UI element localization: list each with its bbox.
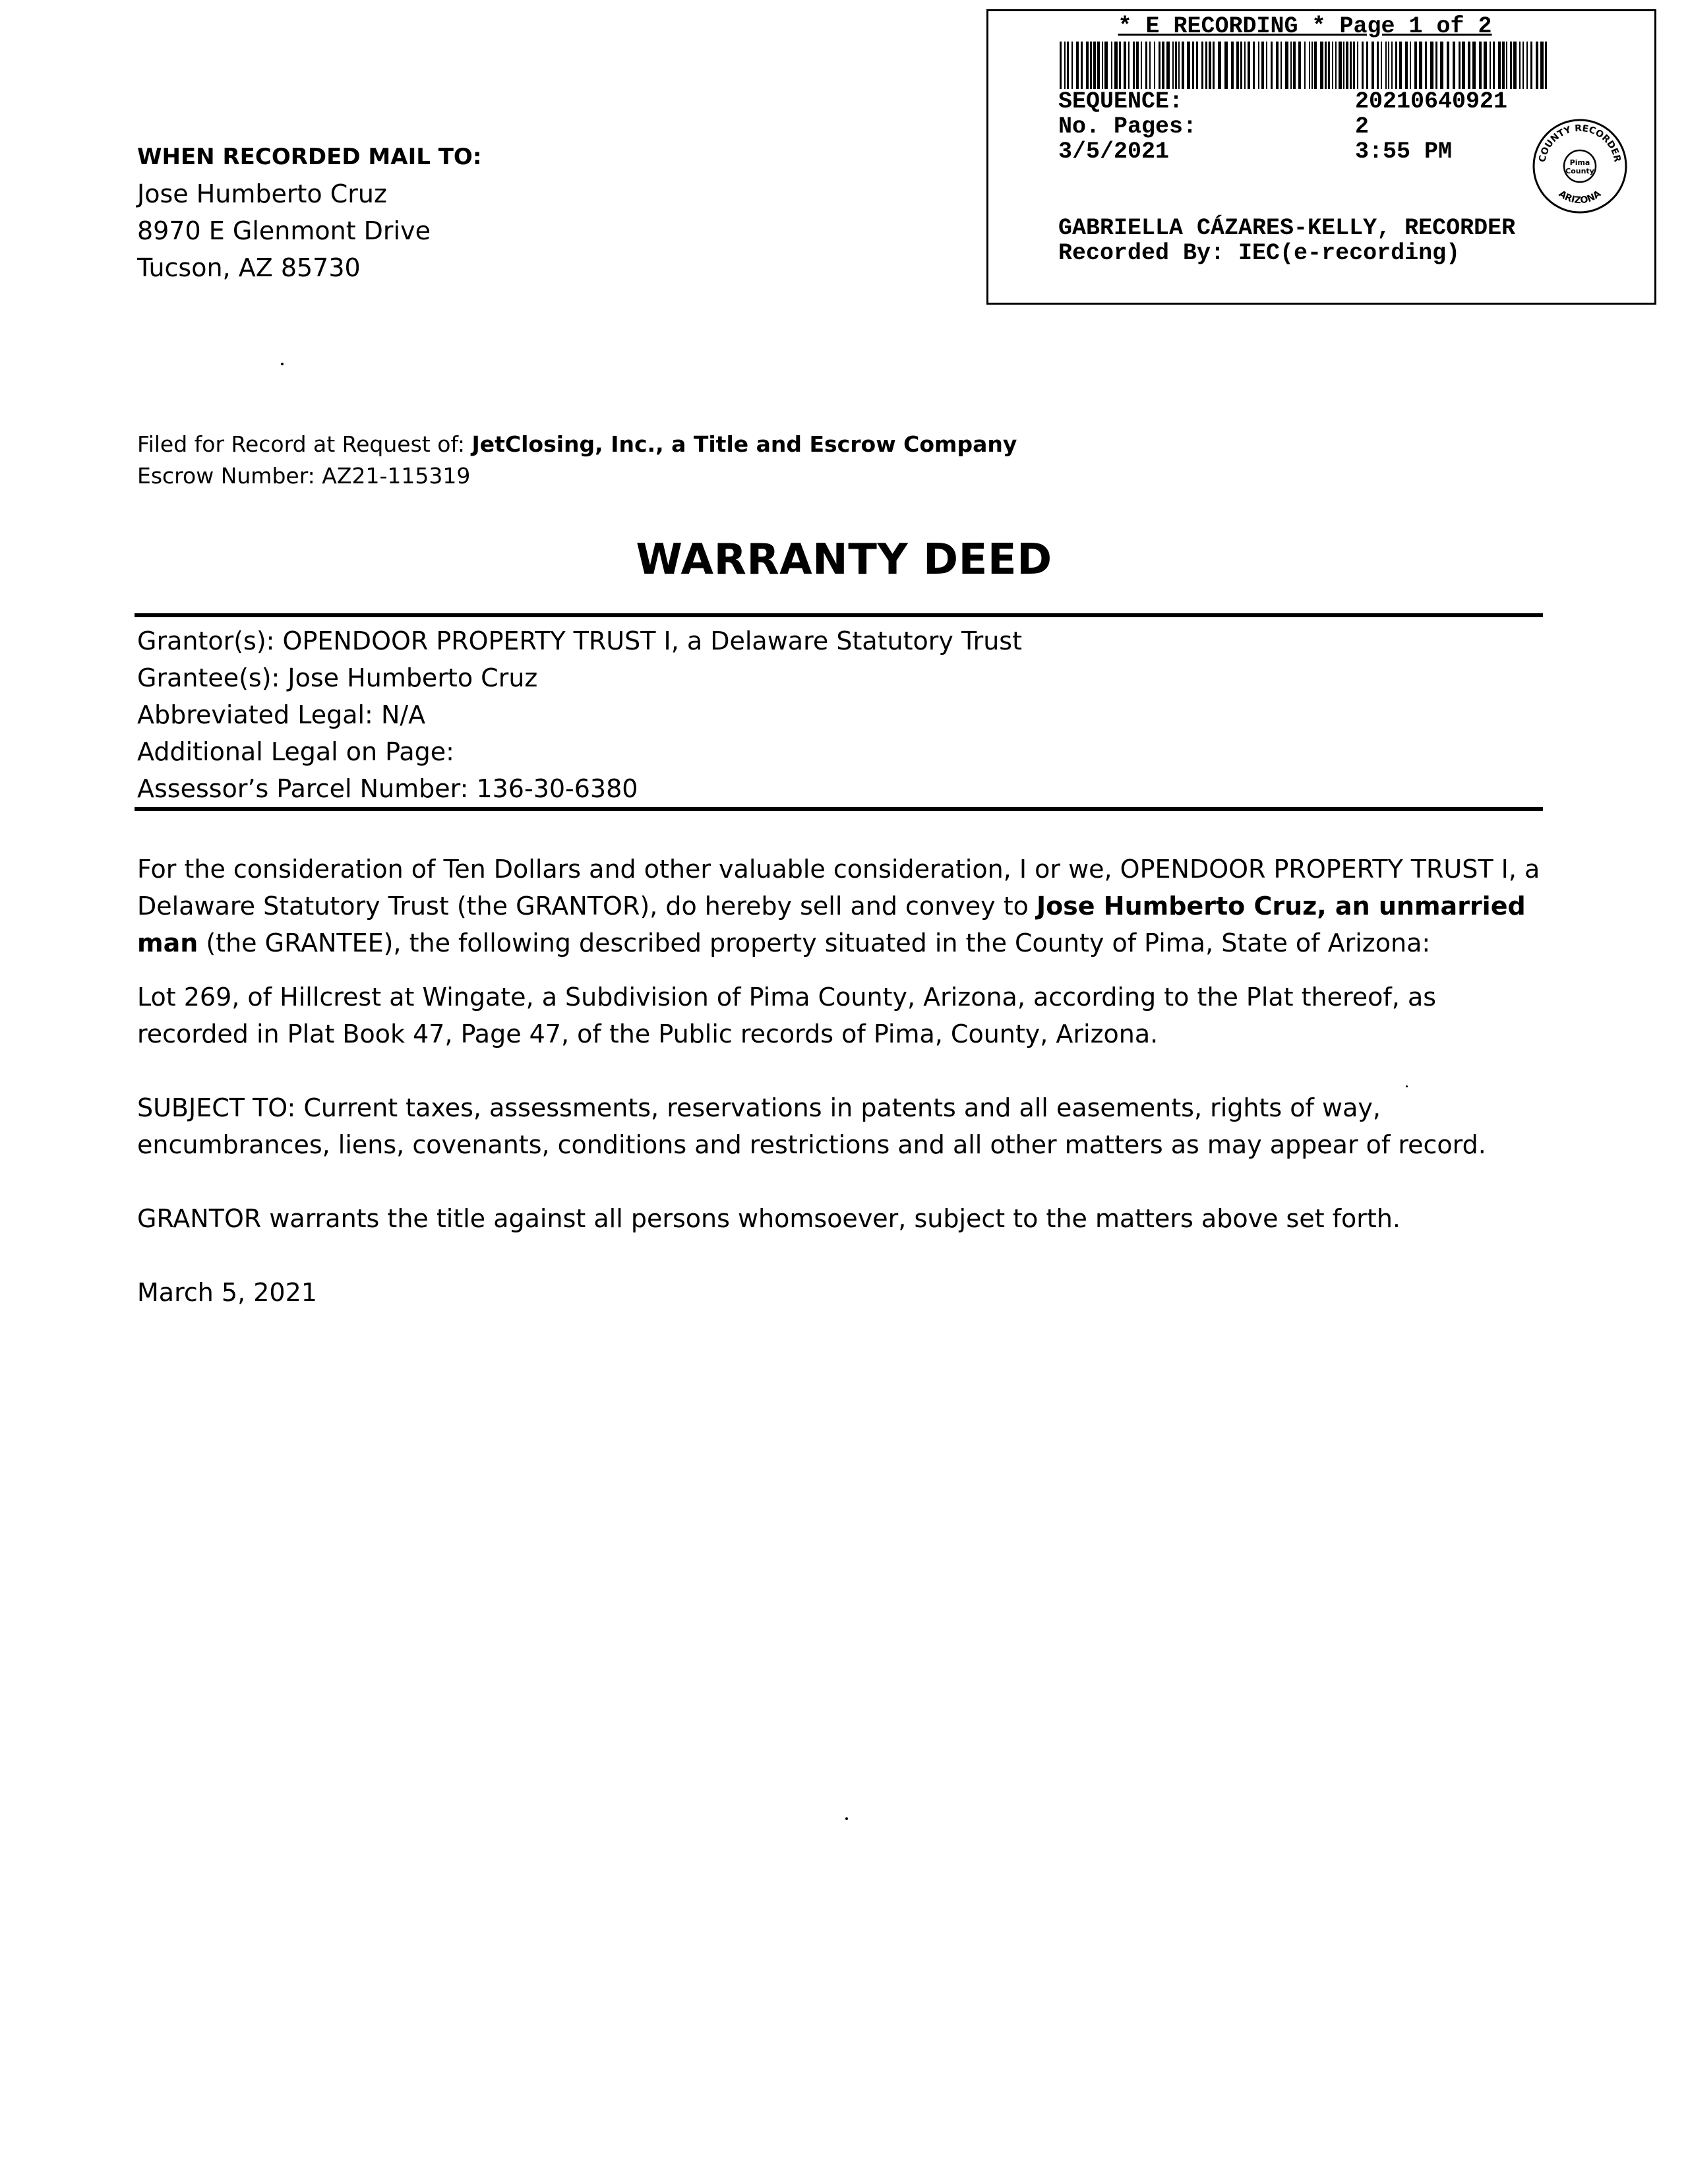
sequence-label: SEQUENCE: [1058,88,1184,115]
stray-dot [281,363,284,365]
pages-value: 2 [1355,113,1370,140]
mail-to-city: Tucson, AZ 85730 [137,253,361,282]
consideration-paragraph [137,851,1555,961]
deed-info-block [137,622,1022,807]
stray-dot [1406,1085,1408,1087]
subject-to-paragraph: SUBJECT TO: Current taxes, assessments, reservations in patents and all easements, rights of way, encumbrances, liens, covenants, conditions and restrictions and all other matters as may appear of record. [137,1093,1486,1159]
recording-time: 3:55 PM [1355,138,1453,165]
deed-date: March 5, 2021 [137,1278,317,1307]
pages-label: No. Pages: [1058,113,1197,140]
document-title: WARRANTY DEED [636,535,1052,584]
recording-title: * E RECORDING * Page 1 of 2 [1118,13,1492,40]
barcode [1060,42,1548,89]
svg-text:ARIZONA [1557,189,1603,206]
grantee-name-bold: Jose Humberto Cruz, an unmarried man [137,892,1526,957]
recording-stamp [986,9,1656,305]
abbreviated-legal-line: Abbreviated Legal: N/A [137,700,426,729]
recorder-name: GABRIELLA CÁZARES-KELLY, RECORDER [1058,215,1516,241]
county-seal-icon [1530,117,1629,216]
stray-dot [845,1817,848,1820]
recorded-by: Recorded By: IEC(e-recording) [1058,240,1461,266]
additional-legal-line: Additional Legal on Page: [137,737,454,766]
mail-to-name: Jose Humberto Cruz [137,179,387,208]
mail-to-street: 8970 E Glenmont Drive [137,216,431,245]
filed-for-record [137,429,1017,492]
divider-bottom [135,807,1543,811]
svg-text:COUNTY RECORDER [1537,123,1622,164]
recording-date: 3/5/2021 [1058,138,1170,165]
mail-to-heading: WHEN RECORDED MAIL TO: [137,144,482,170]
seal-center-text-1: Pima [1569,158,1590,167]
legal-description-paragraph: Lot 269, of Hillcrest at Wingate, a Subdivision of Pima County, Arizona, according to the Plat thereof, as recorded in Plat Book 47, Page 47, of the Public records of Pima, County, Arizona. [137,983,1437,1048]
consideration-text-b: (the GRANTEE), the following described property situated in the County of Pima, State of Arizona: [198,928,1431,957]
sequence-value: 20210640921 [1355,88,1508,115]
divider-top [135,613,1543,617]
seal-top-text: COUNTY RECORDER [1537,123,1623,164]
grantee-line: Grantee(s): Jose Humberto Cruz [137,663,538,692]
filed-prefix: Filed for Record at Request of: [137,431,472,457]
mail-to-block [137,138,481,286]
seal-center-text-2: County [1565,167,1594,175]
consideration-text-a: For the consideration of Ten Dollars and other valuable consideration, I or we, OPENDOOR PROPERTY TRUST I, a Delaware Statutory Trust (the GRANTOR), do hereby sell and convey to [137,855,1540,921]
escrow-number: Escrow Number: AZ21-115319 [137,463,471,489]
seal-bottom-text: ARIZONA [1556,188,1604,206]
grantor-line: Grantor(s): OPENDOOR PROPERTY TRUST I, a Delaware Statutory Trust [137,626,1022,655]
warranty-paragraph: GRANTOR warrants the title against all persons whomsoever, subject to the matters above set forth. [137,1204,1401,1233]
filed-company: JetClosing, Inc., a Title and Escrow Company [471,431,1017,457]
parcel-number-line: Assessor’s Parcel Number: 136-30-6380 [137,774,638,803]
